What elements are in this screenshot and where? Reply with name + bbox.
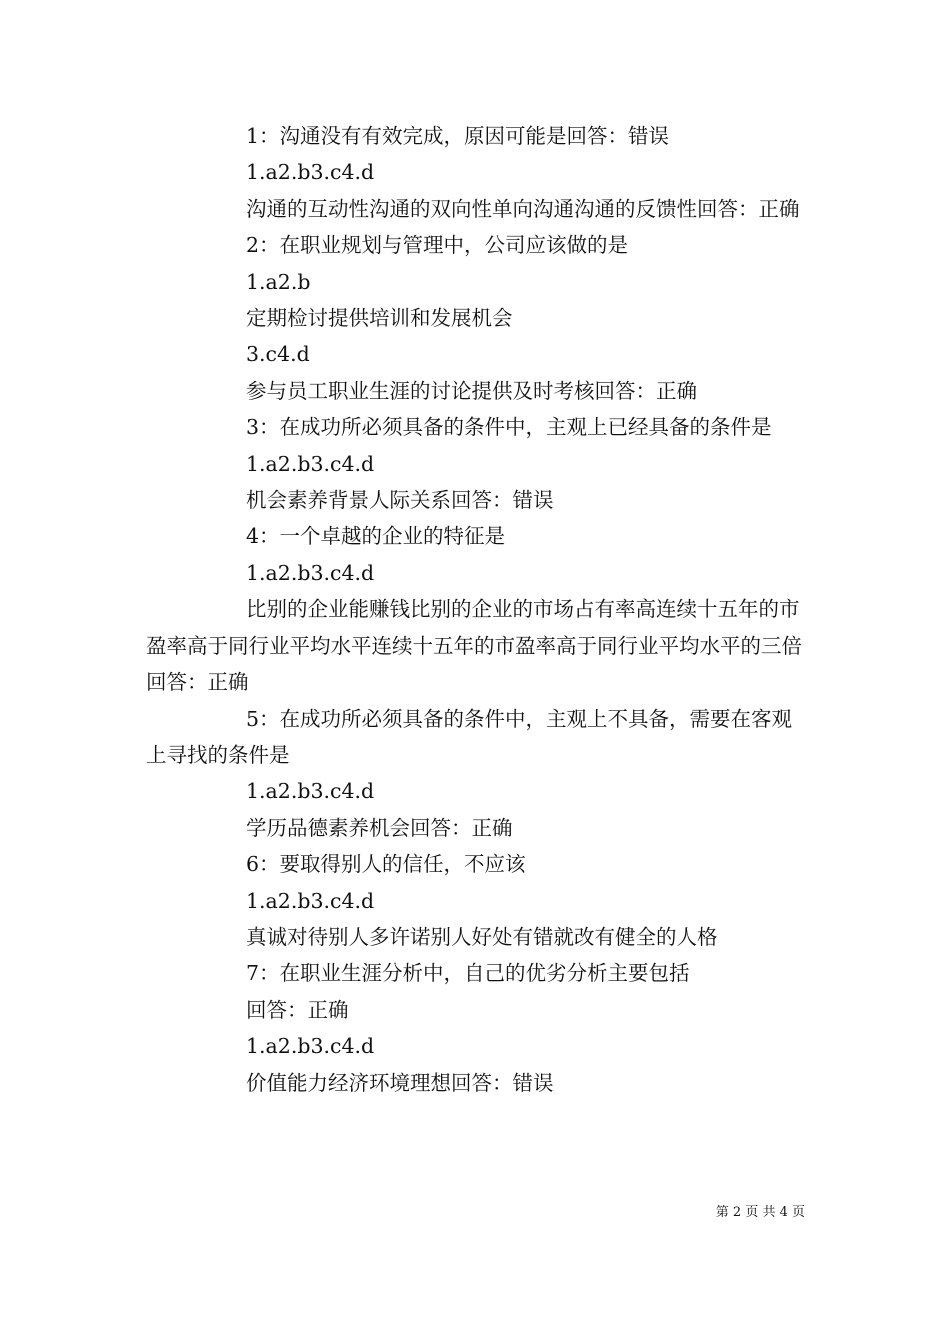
- paragraph-q4: 4：一个卓越的企业的特征是: [246, 524, 506, 549]
- paragraph-q7-answers: 价值能力经济环境理想回答：错误: [246, 1070, 554, 1095]
- paragraph-q3-answers: 机会素养背景人际关系回答：错误: [246, 488, 554, 513]
- paragraph-q3: 3：在成功所必须具备的条件中，主观上已经具备的条件是: [246, 415, 772, 440]
- paragraph-q6: 6：要取得别人的信任，不应该: [246, 852, 526, 877]
- paragraph-q4-answers: 比别的企业能赚钱比别的企业的市场占有率高连续十五年的市盈率高于同行业平均水平连续十五年的市盈率高于同行业平均水平的三倍回答：正确: [146, 597, 802, 695]
- paragraph-q2-options-a: 1.a2.b: [246, 269, 311, 294]
- paragraph-q4-options: 1.a2.b3.c4.d: [246, 560, 375, 585]
- paragraph-q6-options: 1.a2.b3.c4.d: [246, 888, 375, 913]
- paragraph-q5-options: 1.a2.b3.c4.d: [246, 779, 375, 804]
- paragraph-q2-options-b: 3.c4.d: [246, 342, 310, 367]
- paragraph-q2-answers-a: 定期检讨提供培训和发展机会: [246, 306, 513, 331]
- paragraph-q5: 5：在成功所必须具备的条件中，主观上不具备，需要在客观上寻找的条件是: [146, 706, 793, 767]
- paragraph-q2-answers-b: 参与员工职业生涯的讨论提供及时考核回答：正确: [246, 378, 697, 403]
- document-body: [146, 118, 808, 1101]
- paragraph-q7: 7：在职业生涯分析中，自己的优劣分析主要包括: [246, 961, 690, 986]
- paragraph-q7-result: 回答：正确: [246, 997, 349, 1022]
- paragraph-q7-options: 1.a2.b3.c4.d: [246, 1034, 375, 1059]
- paragraph-q1: 1：沟通没有有效完成，原因可能是回答：错误: [246, 124, 670, 148]
- paragraph-q6-answers: 真诚对待别人多许诺别人好处有错就改有健全的人格: [246, 924, 718, 949]
- paragraph-q1-options: 1.a2.b3.c4.d: [246, 160, 375, 185]
- paragraph-q1-answers: 沟通的互动性沟通的双向性单向沟通沟通的反馈性回答：正确: [246, 196, 800, 221]
- paragraph-q2: 2：在职业规划与管理中，公司应该做的是: [246, 233, 629, 258]
- paragraph-q3-options: 1.a2.b3.c4.d: [246, 451, 375, 476]
- paragraph-q5-answers: 学历品德素养机会回答：正确: [246, 815, 513, 840]
- page-number-footer: 第 2 页 共 4 页: [715, 1205, 805, 1220]
